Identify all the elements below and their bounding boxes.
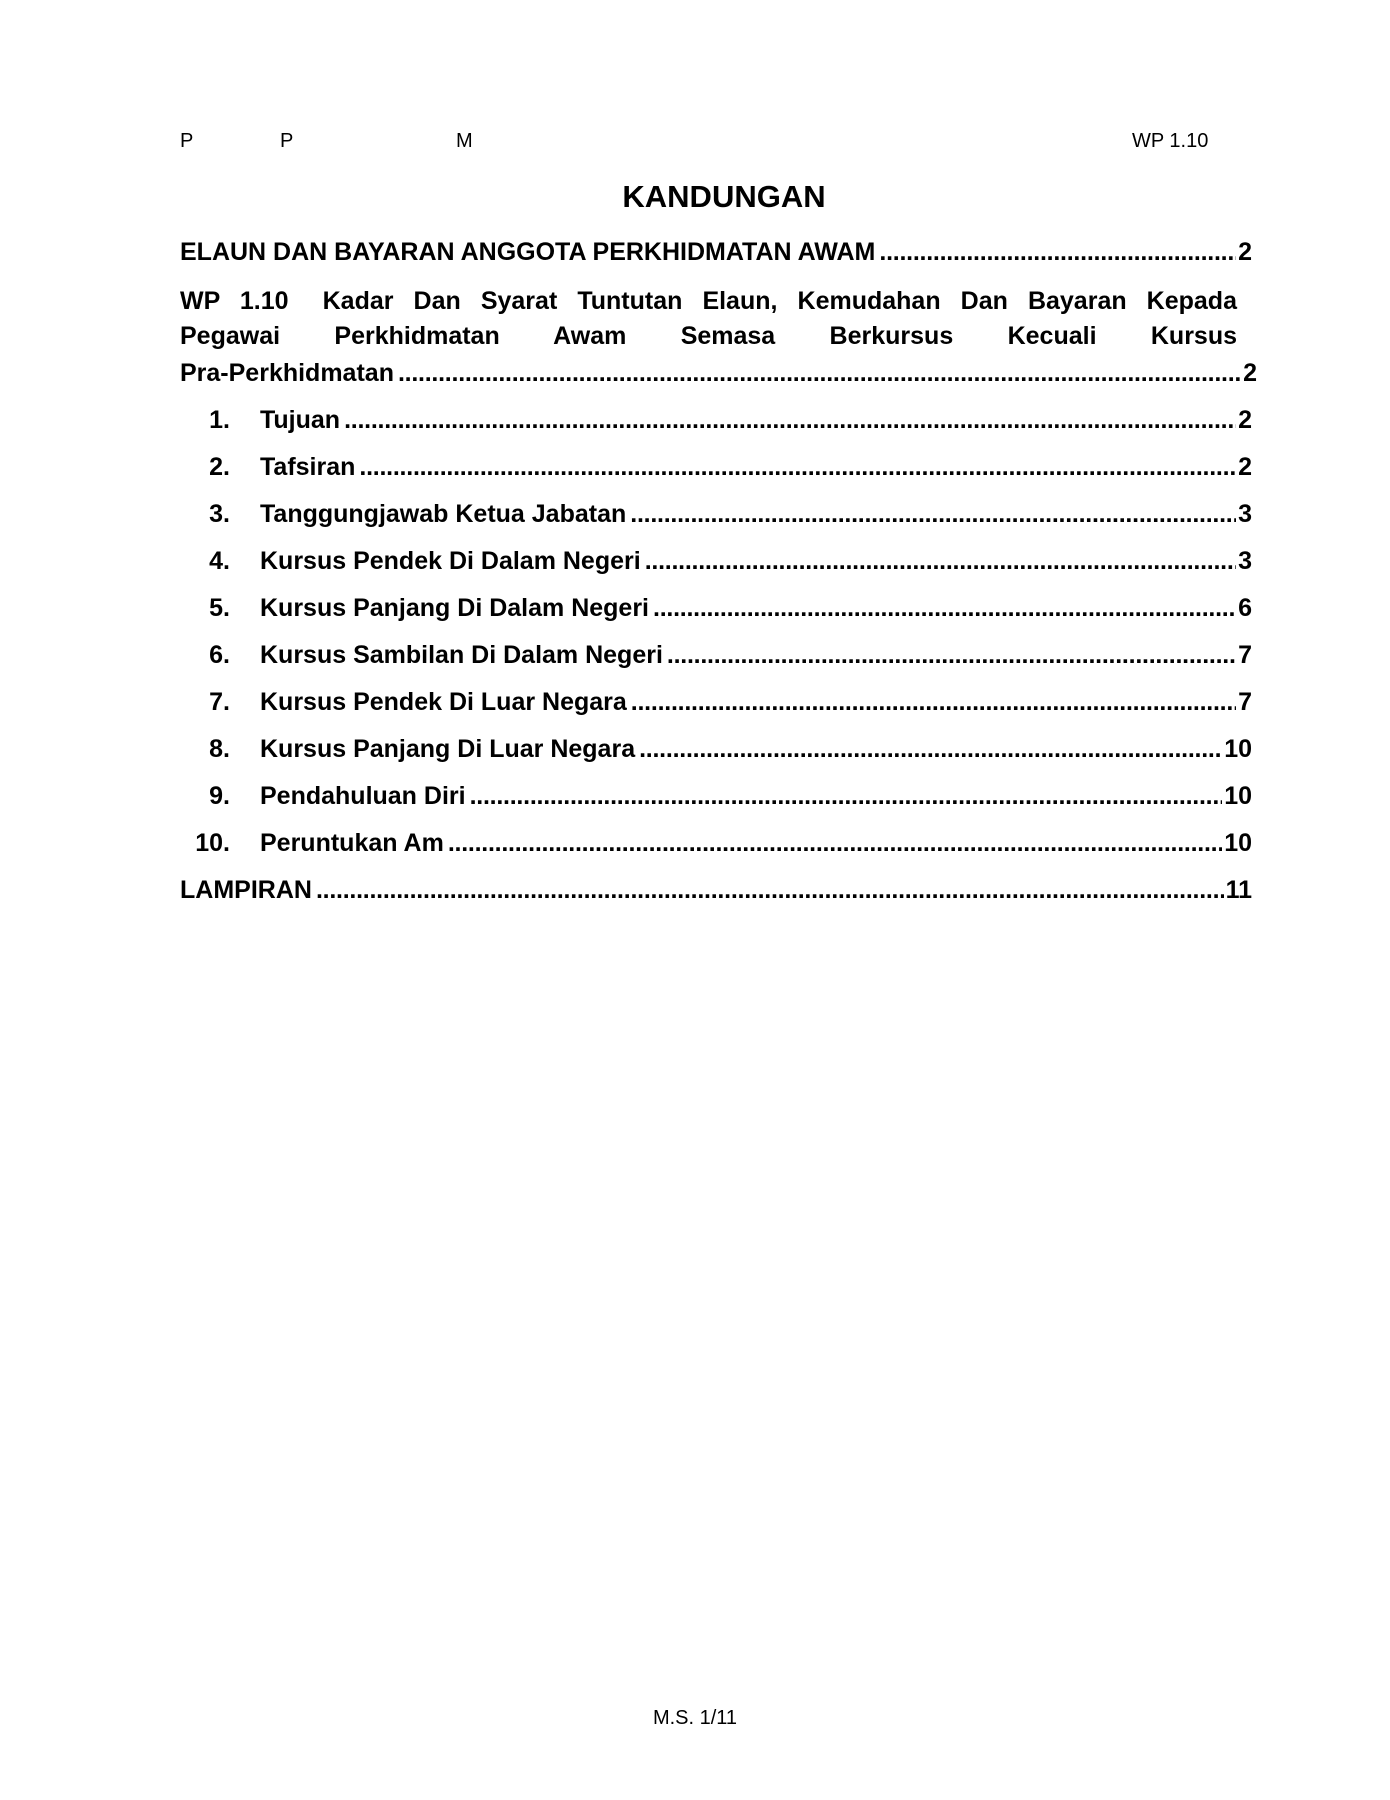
toc-entry-label: LAMPIRAN <box>180 876 312 904</box>
toc-leader-dots <box>359 451 1236 483</box>
toc-entry-lampiran[interactable] <box>180 874 1252 906</box>
toc-entry-4[interactable] <box>180 545 1252 577</box>
header-left-3: M <box>456 130 473 152</box>
toc-leader-dots <box>344 404 1236 436</box>
toc-entry-code: WP 1.10 <box>180 287 289 315</box>
toc-page-number: 7 <box>1238 641 1252 669</box>
toc-entry-label: Kursus Pendek Di Luar Negara <box>260 688 627 716</box>
toc-entry-number: 6. <box>209 641 230 669</box>
toc-page-number: 7 <box>1238 688 1252 716</box>
toc-page-number: 6 <box>1238 594 1252 622</box>
toc-leader-dots <box>630 498 1236 530</box>
toc-entry-line-2: Pegawai Perkhidmatan Awam Semasa Berkursus Kecuali Kursus <box>180 322 1237 350</box>
toc-page-number: 10 <box>1224 829 1252 857</box>
toc-page-number: 2 <box>1238 453 1252 481</box>
toc-leader-dots <box>631 686 1236 718</box>
toc-leader-dots <box>639 733 1222 765</box>
toc-entry-number: 3. <box>209 500 230 528</box>
toc-entry-1[interactable] <box>180 404 1252 436</box>
toc-entry-2[interactable] <box>180 451 1252 483</box>
toc-entry-5[interactable] <box>180 592 1252 624</box>
toc-entry-number: 5. <box>209 594 230 622</box>
toc-leader-dots <box>316 874 1224 906</box>
toc-entry-label: Kursus Panjang Di Dalam Negeri <box>260 594 650 622</box>
toc-page-number: 2 <box>1238 406 1252 434</box>
toc-entry-number: 2. <box>209 453 230 481</box>
toc-entry-label: Kursus Sambilan Di Dalam Negeri <box>260 641 663 669</box>
toc-entry-number: 1. <box>209 406 230 434</box>
toc-page-number: 11 <box>1225 876 1252 904</box>
toc-entry-number: 10. <box>195 829 230 857</box>
toc-entry-label: Tujuan <box>260 406 341 434</box>
toc-entry-9[interactable] <box>180 780 1252 812</box>
toc-entry-7[interactable] <box>180 686 1252 718</box>
toc-leader-dots <box>667 639 1236 671</box>
toc-entry-line-1 <box>180 284 1237 319</box>
toc-leader-dots <box>448 827 1222 859</box>
toc-page-number: 3 <box>1238 547 1252 575</box>
toc-leader-dots <box>398 357 1241 389</box>
toc-entry-text-1: Kadar Dan Syarat Tuntutan Elaun, Kemudahan Dan Bayaran Kepada <box>322 287 1237 315</box>
toc-entry-label: Pra-Perkhidmatan <box>180 359 394 387</box>
page-title: KANDUNGAN <box>622 179 826 214</box>
toc-entry-label: Peruntukan Am <box>260 829 444 857</box>
toc-leader-dots <box>470 780 1223 812</box>
toc-leader-dots <box>653 592 1236 624</box>
toc-entry-number: 8. <box>209 735 230 763</box>
toc-page-number: 2 <box>1238 238 1252 266</box>
toc-leader-dots <box>645 545 1236 577</box>
toc-entry-number: 9. <box>209 782 230 810</box>
toc-page-number: 10 <box>1224 782 1252 810</box>
toc-leader-dots <box>879 236 1236 268</box>
header-left-2: P <box>280 130 294 152</box>
toc-entry-label: Pendahuluan Diri <box>260 782 466 810</box>
toc-entry-10[interactable] <box>180 827 1252 859</box>
header-doc-code: WP 1.10 <box>1132 130 1209 152</box>
toc-entry-label: ELAUN DAN BAYARAN ANGGOTA PERKHIDMATAN AWAM <box>180 238 876 266</box>
toc-entry-number: 7. <box>209 688 230 716</box>
toc-page-number: 2 <box>1243 359 1257 387</box>
toc-entry-3[interactable] <box>180 498 1252 530</box>
toc-entry-label: Tafsiran <box>260 453 356 481</box>
toc-entry-section-2-tail[interactable] <box>180 357 1257 389</box>
toc-entry-number: 4. <box>209 547 230 575</box>
toc-entry-8[interactable] <box>180 733 1252 765</box>
toc-entry-6[interactable] <box>180 639 1252 671</box>
toc-entry-label: Kursus Panjang Di Luar Negara <box>260 735 636 763</box>
toc-page-number: 3 <box>1238 500 1252 528</box>
toc-entry-section-2[interactable] <box>180 284 1237 354</box>
toc-page-number: 10 <box>1224 735 1252 763</box>
toc-entry-section-1[interactable] <box>180 236 1252 268</box>
toc-entry-label: Tanggungjawab Ketua Jabatan <box>260 500 627 528</box>
page-footer: M.S. 1/11 <box>652 1707 738 1729</box>
header-left-1: P <box>180 130 194 152</box>
toc-entry-label: Kursus Pendek Di Dalam Negeri <box>260 547 641 575</box>
